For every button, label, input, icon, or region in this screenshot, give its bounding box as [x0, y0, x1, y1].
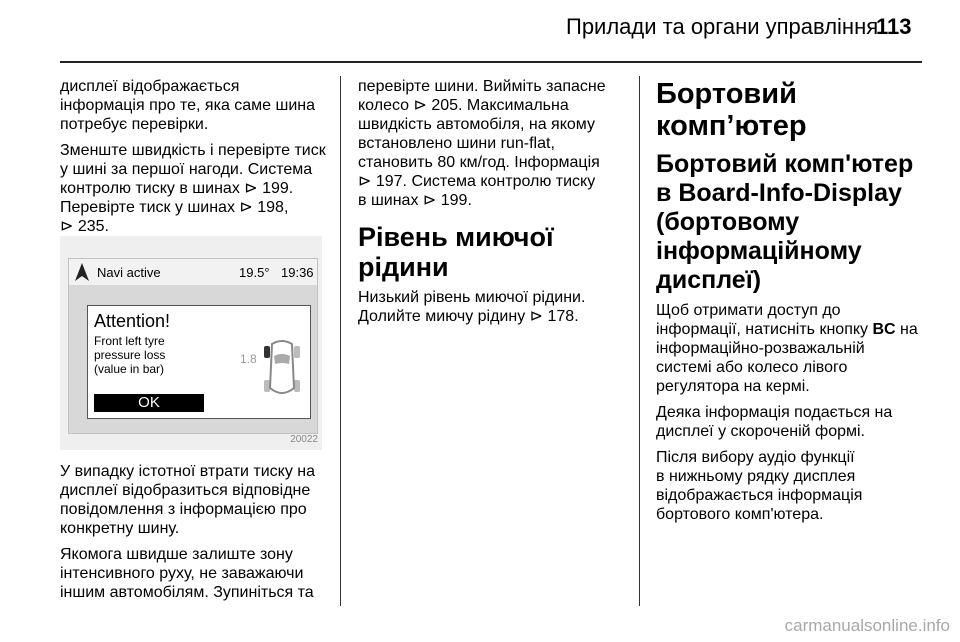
ok-button: OK	[94, 394, 204, 412]
header-rule	[60, 61, 922, 63]
tyre-pressure-value: 1.8	[240, 352, 257, 366]
paragraph	[656, 301, 946, 396]
navigation-arrow-icon	[73, 262, 91, 282]
bc-button-reference: BC	[872, 321, 896, 338]
text-run: на інформаційно-розважальній системі або колесо лівого регулятора на кермі.	[656, 321, 918, 395]
alert-message-line: Front left tyre	[94, 334, 165, 348]
temperature-readout: 19.5°	[239, 265, 270, 280]
figure-tyre-pressure-display	[60, 236, 322, 450]
car-top-view-icon	[262, 338, 302, 400]
watermark: carmanualsonline.info	[784, 616, 950, 635]
figure-id: 20022	[290, 434, 318, 445]
paragraph: Зменште швидкість і перевірте тиск у шині за першої нагоди. Система контролю тиску в шинах ⊳ 199. Перевірте тиск у шинах ⊳ 198, ⊳ 235.	[60, 142, 326, 235]
column-divider	[340, 76, 341, 606]
section-heading: Рівень миючої рідини	[358, 222, 554, 282]
page-number: 113	[876, 14, 912, 39]
alert-title: Attention!	[94, 311, 171, 331]
text-run: Щоб отримати доступ до інформації, натисніть кнопку	[656, 302, 869, 338]
alert-message-line: pressure loss	[94, 348, 166, 362]
time-readout: 19:36	[281, 265, 314, 280]
paragraph: Якомога швидше залиште зону інтенсивного руху, не заважаючи іншим автомобілям. Зупиніться та	[60, 546, 314, 601]
page-header-title: Прилади та органи управління	[566, 14, 879, 39]
info-display-screen	[68, 258, 318, 434]
paragraph: Низький рівень миючої рідини. Долийте миючу рідину ⊳ 178.	[358, 289, 586, 325]
paragraph: дисплеї відображається інформація про те, яка саме шина потребує перевірки.	[60, 78, 316, 133]
column-1-lower	[60, 462, 332, 609]
paragraph: Деяка інформація подається на дисплеї у скороченій формі.	[656, 404, 893, 440]
column-1-upper	[60, 77, 332, 243]
column-2	[358, 77, 630, 333]
alert-message-line: (value in bar)	[94, 362, 165, 376]
paragraph: перевірте шини. Вийміть запасне колесо ⊳ 205. Максимальна швидкість автомобіля, на якому встановлено шини run-flat, становить 80 км/год. Інформація ⊳ 197. Система контролю тиску в шинах ⊳ 199.	[358, 78, 606, 209]
paragraph: У випадку істотної втрати тиску на дисплеї відобразиться відповідне повідомлення з інформацією про конкретну шину.	[60, 463, 316, 537]
subsection-heading: Бортовий комп'ютер в Board-Info-Display (бортовому інформаційному дисплеї)	[656, 150, 914, 294]
column-3	[656, 78, 946, 531]
section-heading: Бортовий комп’ютер	[656, 78, 807, 142]
paragraph: Після вибору аудіо функції в нижньому рядку дисплея відображається інформація бортового комп'ютера.	[656, 449, 863, 523]
navi-status-text: Navi active	[97, 265, 161, 280]
tyre-alert-dialog	[87, 305, 311, 419]
display-status-bar	[69, 259, 317, 285]
column-divider	[639, 76, 640, 606]
